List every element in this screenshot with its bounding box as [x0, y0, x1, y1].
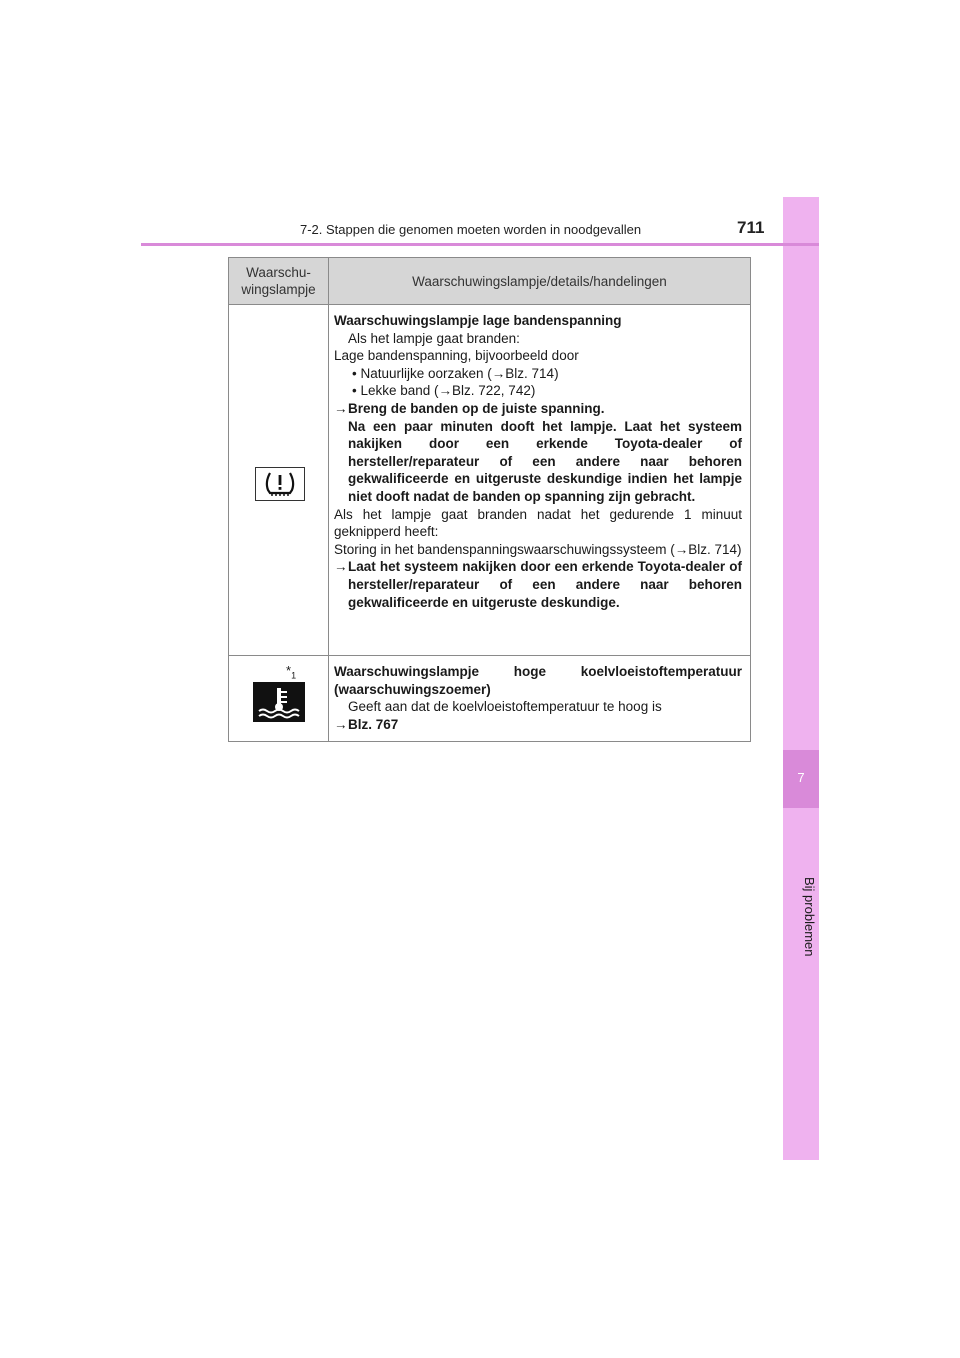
details-cell [329, 305, 751, 656]
arrow-icon: → [334, 716, 348, 732]
action-line [334, 558, 742, 611]
page-reference: Blz. 767 [348, 716, 399, 732]
cause-text: Storing in het bandenspanningswaarschuwingssysteem (→Blz. 714) [334, 541, 742, 557]
description-text: Geeft aan dat de koelvloeistoftemperatuur te hoog is [348, 699, 662, 715]
chapter-label: Bij problemen [802, 877, 817, 957]
condition-text: Als het lampje gaat branden: [348, 330, 520, 346]
action-text: Laat het systeem nakijken door een erkende Toyota-dealer of hersteller/reparateur of een andere naar behoren gekwalificeerde en uitgeruste deskundige. [348, 559, 742, 610]
table-row [229, 305, 751, 656]
col-header-light: Waarschu- wingslampje [229, 258, 329, 305]
action-line [334, 716, 742, 734]
table-row [229, 656, 751, 742]
arrow-icon: → [334, 400, 348, 416]
col-header-details: Waarschuwingslampje/details/handelingen [329, 258, 751, 305]
tire-pressure-warning-icon [255, 467, 305, 501]
arrow-icon: → [334, 559, 348, 575]
condition-text: Als het lampje gaat branden nadat het gedurende 1 minuut geknipperd heeft: [334, 506, 742, 540]
table-header-row [229, 258, 751, 305]
coolant-temperature-warning-icon [253, 682, 305, 722]
details-cell [329, 656, 751, 742]
chapter-number-block [783, 750, 819, 808]
action-line [334, 400, 742, 418]
list-item: • Lekke band (→Blz. 722, 742) [352, 383, 536, 399]
footnote-number: 1 [291, 670, 297, 681]
warning-light-table [228, 257, 751, 742]
action-detail: Na een paar minuten dooft het lampje. Laat het systeem nakijken door een erkende Toyota-dealer of hersteller/reparateur of een andere naar behoren gekwalificeerde en uitgeruste deskundige indien het lampje niet dooft nadat de banden op spanning zijn gebracht. [348, 418, 742, 504]
icon-cell [229, 305, 329, 656]
footnote-star: * [286, 663, 292, 678]
row-title: Waarschuwingslampje hoge koelvloeistoftemperatuur (waarschuwingszoemer) [334, 664, 742, 697]
page-number: 711 [737, 218, 765, 237]
chapter-side-tab [783, 197, 819, 1160]
section-title: 7-2. Stappen die genomen moeten worden in noodgevallen [300, 222, 642, 237]
header-rule [141, 243, 819, 246]
cause-text: Lage bandenspanning, bijvoorbeeld door [334, 348, 579, 364]
list-item: • Natuurlijke oorzaken (→Blz. 714) [352, 365, 559, 381]
chapter-number: 7 [797, 770, 805, 785]
icon-cell [229, 656, 329, 742]
row-title: Waarschuwingslampje lage bandenspanning [334, 313, 622, 328]
action-text: Breng de banden op de juiste spanning. [348, 400, 605, 416]
